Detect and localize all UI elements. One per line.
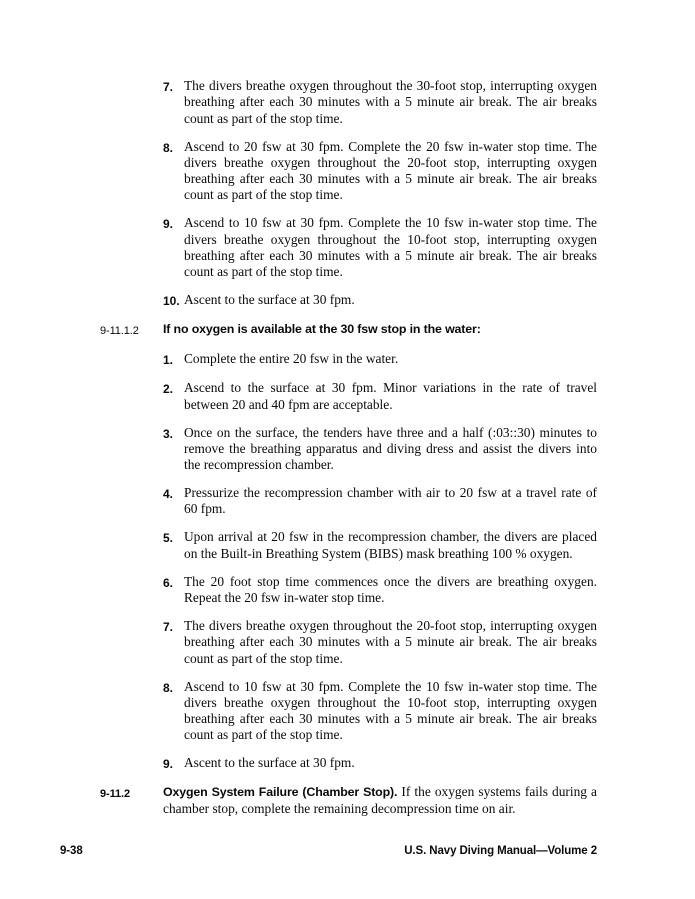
step-text: Ascend to 10 fsw at 30 fpm. Complete the 10 fsw in-water stop time. The divers breathe oxygen throughout the 10-foot stop, interrupting oxygen breathing after each 30 minutes with a 5 minute air break. The air breaks count as part of the stop time. <box>184 215 597 280</box>
procedure-step <box>163 679 597 744</box>
step-number: 3. <box>163 426 174 441</box>
step-number: 1. <box>163 353 174 368</box>
step-text: Pressurize the recompression chamber with air to 20 fsw at a travel rate of 60 fpm. <box>184 485 597 517</box>
step-text: Once on the surface, the tenders have three and a half (:03::30) minutes to remove the breathing apparatus and diving dress and assist the divers into the recompression chamber. <box>184 424 597 473</box>
procedure-step <box>163 78 597 127</box>
step-text: Ascend to 20 fsw at 30 fpm. Complete the 20 fsw in-water stop time. The divers breathe oxygen throughout the 20-foot stop, interrupting oxygen breathing after each 30 minutes with a 5 minute air break. The air breaks count as part of the stop time. <box>184 138 597 203</box>
procedure-step <box>163 292 597 309</box>
step-text: Ascend to the surface at 30 fpm. Minor variations in the rate of travel between 20 and 40 fpm are acceptable. <box>184 380 597 412</box>
step-number: 2. <box>163 382 174 397</box>
section-paragraph-body-text: If the oxygen systems fails during a chamber stop, complete the remaining decompression time on air. <box>163 784 598 816</box>
procedure-step <box>163 425 597 474</box>
page-footer <box>60 845 597 857</box>
procedure-step <box>163 529 597 562</box>
step-number: 7. <box>163 619 174 634</box>
step-number: 10. <box>163 294 180 309</box>
footer-manual-title: U.S. Navy Diving Manual—Volume 2 <box>404 845 597 857</box>
page-body <box>100 78 597 829</box>
section-number: 9-11.2 <box>100 788 130 801</box>
step-text: The divers breathe oxygen throughout the 20-foot stop, interrupting oxygen breathing after each 30 minutes with a 5 minute air break. The air breaks count as part of the stop time. <box>184 617 597 666</box>
section-number: 9-11.1.2 <box>100 325 139 338</box>
procedure-step <box>163 351 597 368</box>
step-text: The divers breathe oxygen throughout the 30-foot stop, interrupting oxygen breathing after each 30 minutes with a 5 minute air break. The air breaks count as part of the stop time. <box>184 78 597 126</box>
procedure-step <box>163 755 597 772</box>
step-text: The 20 foot stop time commences once the divers are breathing oxygen. Repeat the 20 fsw in-water stop time. <box>184 573 597 605</box>
step-number: 5. <box>163 531 174 546</box>
section-paragraph-row <box>100 784 597 817</box>
procedure-step <box>163 380 597 413</box>
footer-page-number: 9-38 <box>60 845 83 857</box>
step-number: 8. <box>163 140 174 155</box>
step-number: 9. <box>163 217 174 232</box>
step-text: Ascend to 10 fsw at 30 fpm. Complete the 10 fsw in-water stop time. The divers breathe oxygen throughout the 10-foot stop, interrupting oxygen breathing after each 30 minutes with a 5 minute air break. The air breaks count as part of the stop time. <box>184 678 597 743</box>
procedure-step <box>163 618 597 667</box>
step-number: 8. <box>163 680 174 695</box>
procedure-step <box>163 574 597 607</box>
section-heading: If no oxygen is available at the 30 fsw stop in the water: <box>163 322 481 337</box>
step-text: Complete the entire 20 fsw in the water. <box>184 351 399 367</box>
step-number: 6. <box>163 575 174 590</box>
section-paragraph-text <box>163 784 597 817</box>
procedure-step <box>163 485 597 518</box>
procedure-step <box>163 139 597 204</box>
section-heading-row <box>100 321 597 339</box>
step-text: Ascent to the surface at 30 fpm. <box>184 755 355 771</box>
step-text: Upon arrival at 20 fsw in the recompression chamber, the divers are placed on the Built-in Breathing System (BIBS) mask breathing 100 % oxygen. <box>184 529 597 561</box>
step-number: 9. <box>163 757 174 772</box>
step-text: Ascent to the surface at 30 fpm. <box>184 292 355 308</box>
step-number: 4. <box>163 487 174 502</box>
procedure-step <box>163 215 597 280</box>
run-in-heading: Oxygen System Failure (Chamber Stop). <box>163 785 398 800</box>
step-number: 7. <box>163 80 174 94</box>
